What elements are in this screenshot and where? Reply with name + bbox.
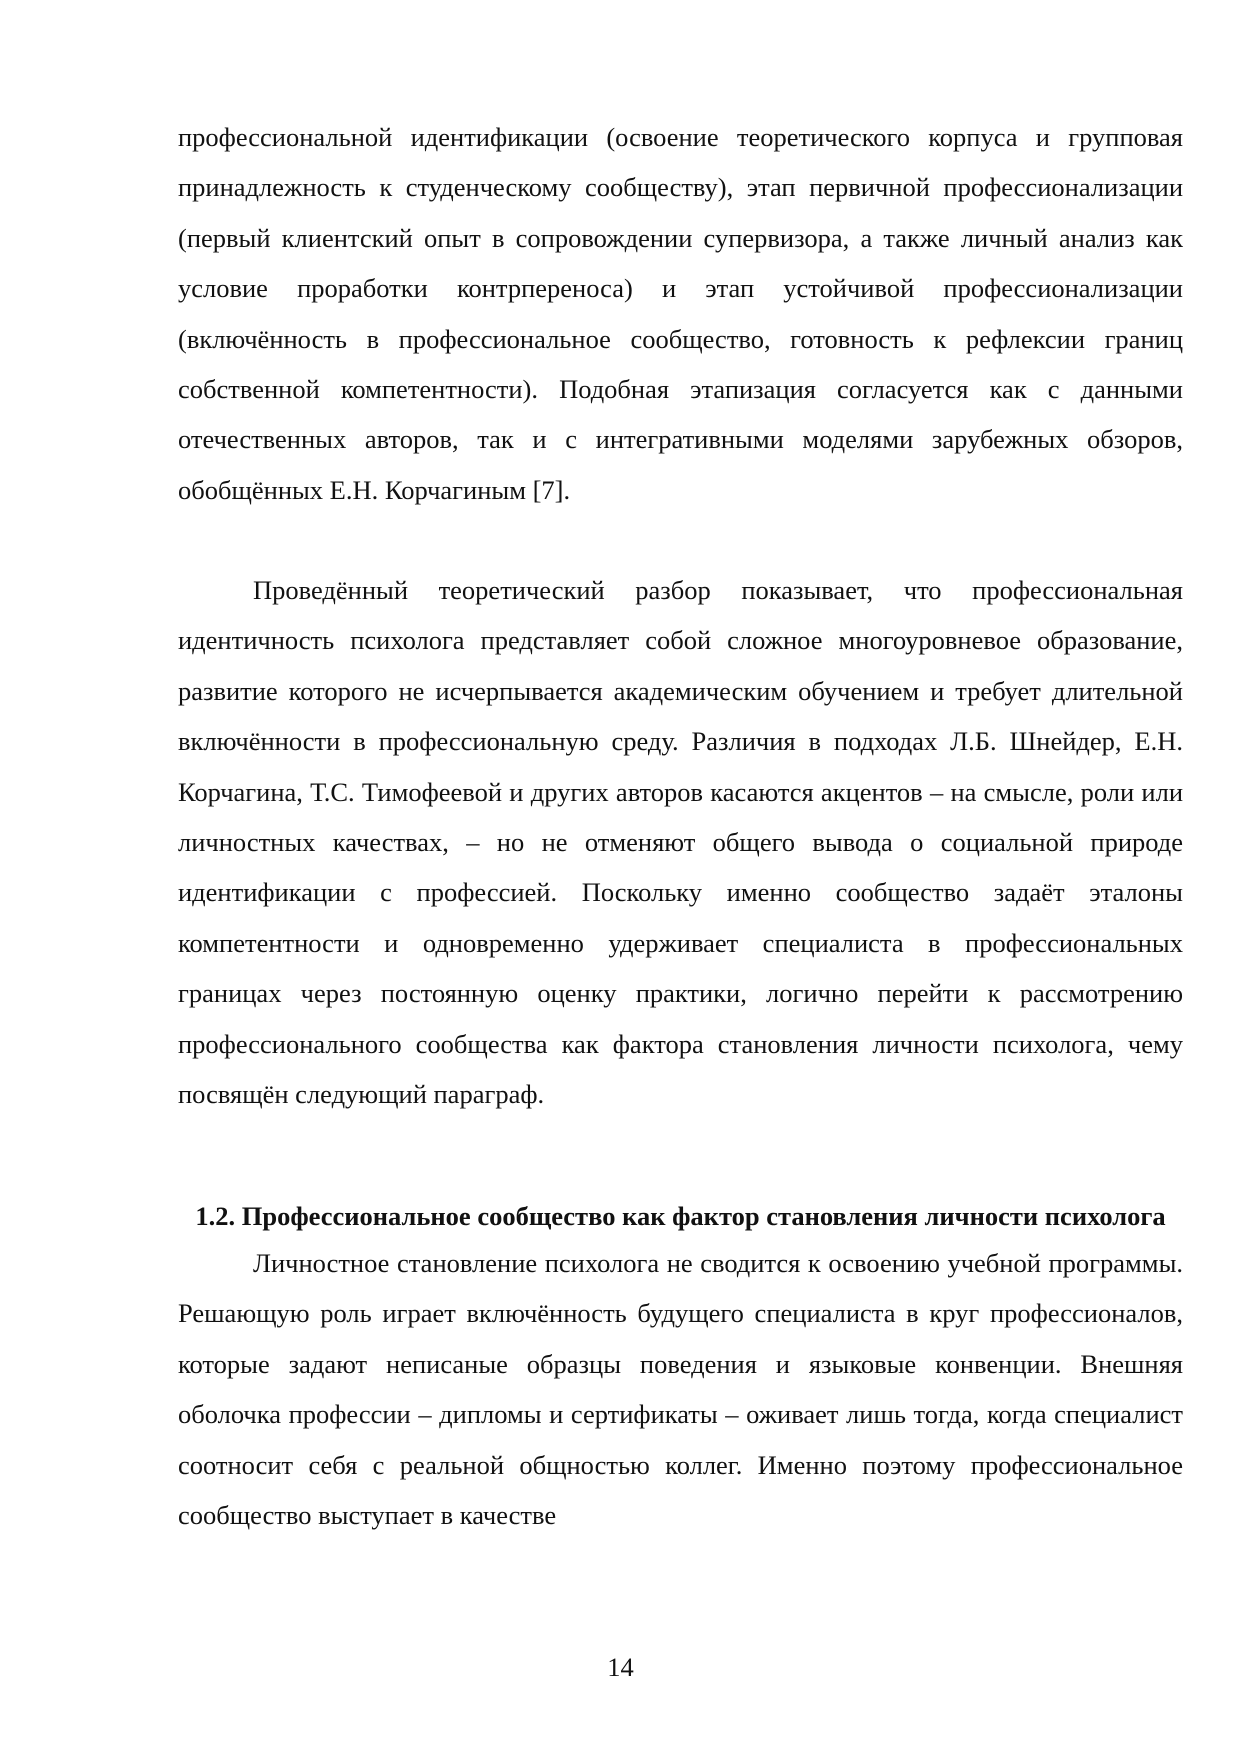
- body-text-section: [178, 1238, 1183, 1540]
- page-number: 14: [607, 1652, 634, 1682]
- paragraph-summary: Проведённый теоретический разбор показывает, что профессиональная идентичность психолога представляет собой сложное многоуровневое образование, развитие которого не исчерпывается академическим обучением и требует длительной включённости в профессиональную среду. Различия в подходах Л.Б. Шнейдер, Е.Н. Корчагина, Т.С. Тимофеевой и других авторов касаются акцентов – на смысле, роли или личностных качествах, – но не отменяют общего вывода о социальной природе идентификации с профессией. Поскольку именно сообщество задаёт эталоны компетентности и одновременно удерживает специалиста в профессиональных границах через постоянную оценку практики, логично перейти к рассмотрению профессионального сообщества как фактора становления личности психолога, чему посвящён следующий параграф.: [178, 575, 1183, 1110]
- paragraph-section-intro: Личностное становление психолога не сводится к освоению учебной программы. Решающую роль играет включённость будущего специалиста в круг профессионалов, которые задают неписаные образцы поведения и языковые конвенции. Внешняя оболочка профессии – дипломы и сертификаты – оживает лишь тогда, когда специалист соотносит себя с реальной общностью коллег. Именно поэтому профессиональное сообщество выступает в качестве: [178, 1248, 1183, 1531]
- section-heading: 1.2. Профессиональное сообщество как фактор становления личности психолога: [195, 1201, 1166, 1231]
- body-text-summary: [178, 565, 1183, 1119]
- body-text-continuation: [178, 112, 1183, 515]
- paragraph-stages: профессиональной идентификации (освоение теоретического корпуса и групповая принадлежность к студенческому сообществу), этап первичной профессионализации (первый клиентский опыт в сопровождении супервизора, а также личный анализ как условие проработки контрпереноса) и этап устойчивой профессионализации (включённость в профессиональное сообщество, готовность к рефлексии границ собственной компетентности). Подобная этапизация согласуется как с данными отечественных авторов, так и с интегративными моделями зарубежных обзоров, обобщённых Е.Н. Корчагиным [7].: [178, 122, 1183, 505]
